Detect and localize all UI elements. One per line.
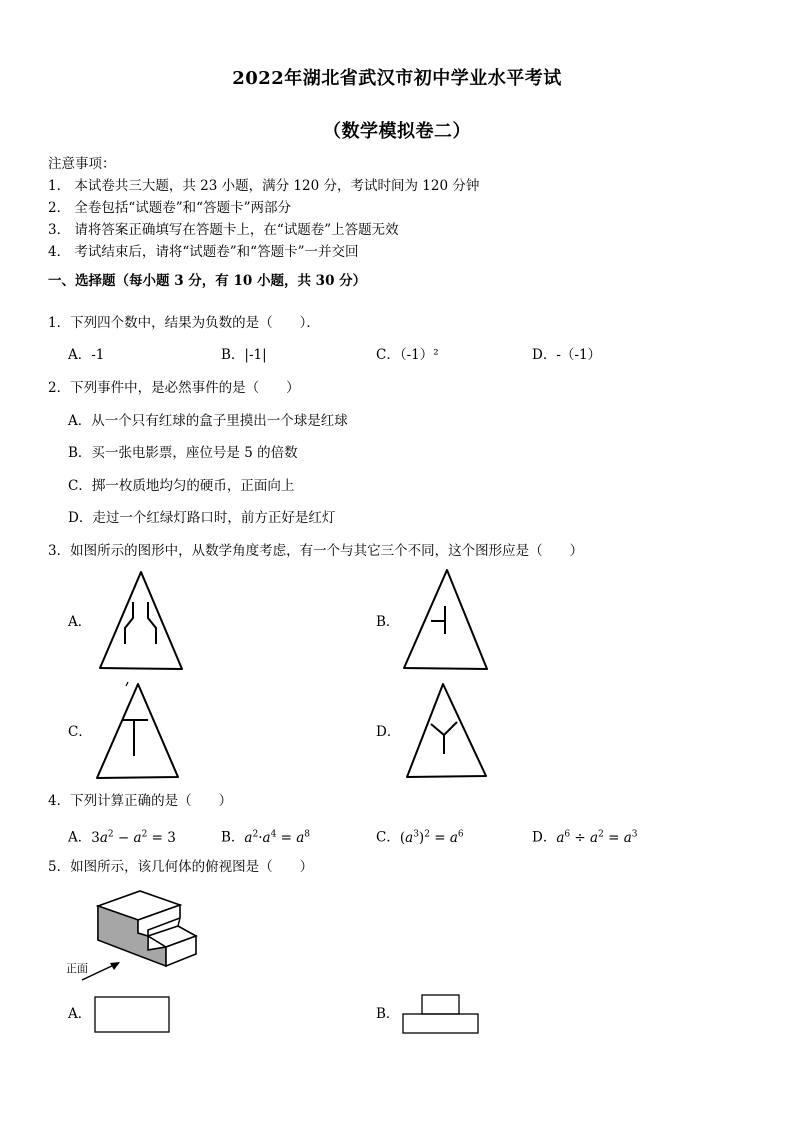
notes-item: 4． 考试结束后，请将“试题卷”和“答题卡”一并交回 <box>48 244 359 260</box>
question-1-stem: 1．下列四个数中，结果为负数的是（ ）． <box>48 315 320 331</box>
question-5-option-b: B． <box>376 1006 400 1022</box>
question-4-option-a <box>68 825 176 847</box>
question-2-option-a: A．从一个只有红球的盒子里摸出一个球是红球 <box>68 413 348 429</box>
question-4-option-b-label: B． <box>221 829 245 846</box>
question-4-option-c <box>376 825 464 847</box>
question-4-option-a-label: A． <box>68 829 92 846</box>
question-3-option-a: A． <box>68 614 92 630</box>
question-3-option-d: D． <box>376 724 401 740</box>
question-2-option-d: D．走过一个红绿灯路口时，前方正好是红灯 <box>68 510 336 526</box>
question-3-option-c: C． <box>68 724 92 740</box>
equation: $a^2\cdot a^4 = a^8$ <box>244 829 311 846</box>
triangle-figure-b <box>400 568 490 672</box>
question-1-option-b: B．|-1| <box>221 347 267 363</box>
question-3-stem: 3．如图所示的图形中，从数学角度考虑，有一个与其它三个不同，这个图形应是（ ） <box>48 543 584 559</box>
question-1-option-d: D．-（-1） <box>532 347 602 363</box>
notes-item: 3． 请将答案正确填写在答题卡上，在“试题卷”上答题无效 <box>48 222 399 238</box>
equation: $a^6 \div a^2 = a^3$ <box>556 829 638 846</box>
front-label: 正面 <box>66 962 88 975</box>
question-2-stem: 2．下列事件中，是必然事件的是（ ） <box>48 380 300 396</box>
page-title: 2022年湖北省武汉市初中学业水平考试 <box>232 68 562 89</box>
notes-item: 2． 全卷包括“试题卷”和“答题卡”两部分 <box>48 200 291 216</box>
triangle-figure-d <box>404 682 494 782</box>
question-2-option-b: B．买一张电影票，座位号是 5 的倍数 <box>68 445 298 461</box>
question-5-option-a: A． <box>68 1006 92 1022</box>
question-4-option-c-label: C． <box>376 829 400 846</box>
question-4-option-d <box>532 825 638 847</box>
triangle-figure-c <box>92 680 182 782</box>
triangle-figure-a <box>96 570 186 672</box>
top-view-b <box>402 994 482 1036</box>
page-subtitle: （数学模拟卷二） <box>323 121 471 142</box>
question-3-option-b: B． <box>376 614 400 630</box>
notes-item: 1． 本试卷共三大题，共 23 小题，满分 120 分，考试时间为 120 分钟 <box>48 178 480 194</box>
question-4-option-d-label: D． <box>532 829 557 846</box>
question-2-option-c: C．掷一枚质地均匀的硬币，正面向上 <box>68 478 295 494</box>
equation: $3a^2 - a^2 = 3$ <box>91 829 176 846</box>
question-5-stem: 5．如图所示，该几何体的俯视图是（ ） <box>48 859 314 875</box>
question-1-option-a: A．-1 <box>68 347 105 363</box>
question-1-option-c: C．（-1）² <box>376 347 439 363</box>
equation: $(a^3)^2 = a^6$ <box>399 829 464 846</box>
section-heading: 一、选择题（每小题 3 分，有 10 小题，共 30 分） <box>48 273 367 289</box>
notes-heading: 注意事项： <box>48 156 116 172</box>
top-view-a <box>94 996 172 1034</box>
question-4-stem: 4．下列计算正确的是（ ） <box>48 793 233 809</box>
question-4-option-b <box>221 825 310 847</box>
